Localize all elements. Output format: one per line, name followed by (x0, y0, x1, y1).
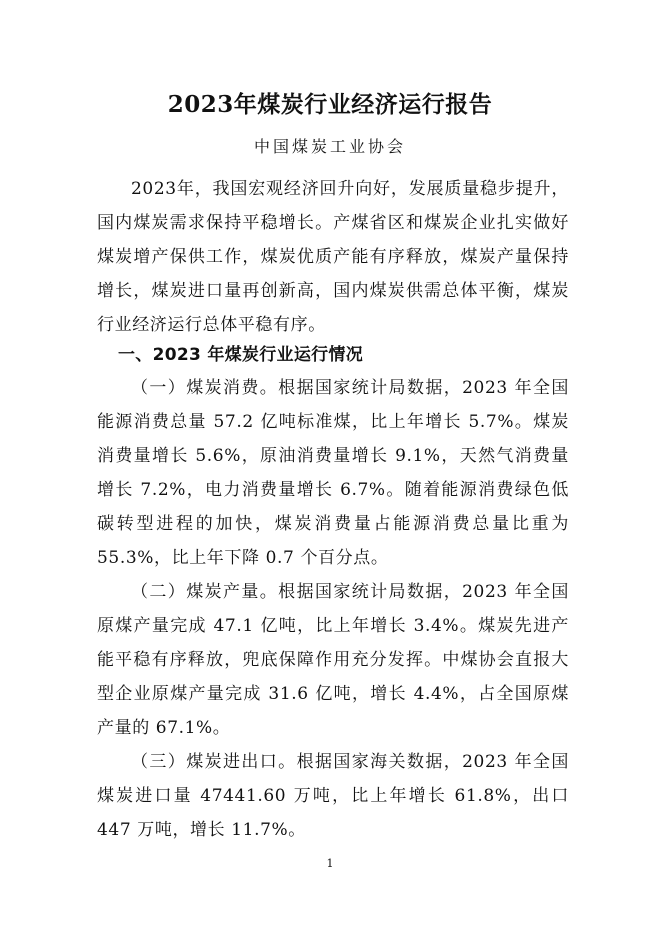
intro-paragraph: 2023年，我国宏观经济回升向好，发展质量稳步提升，国内煤炭需求保持平稳增长。产煤省区和煤炭企业扎实做好煤炭增产保供工作，煤炭优质产能有序释放，煤炭产量保持增长，煤炭进口量再创新高，国内煤炭供需总体平衡，煤炭行业经济运行总体平稳有序。 (97, 179, 569, 335)
document-organization: 中国煤炭工业协会 (253, 137, 406, 156)
document-title: 2023年煤炭行业经济运行报告 (167, 91, 493, 118)
paragraph-coal-import-export: （三）煤炭进出口。根据国家海关数据，2023 年全国煤炭进口量 47441.60 万吨，比上年增长 61.8%，出口 447 万吨，增长 11.7%。 (97, 752, 569, 840)
paragraph-coal-production: （二）煤炭产量。根据国家统计局数据，2023 年全国原煤产量完成 47.1 亿吨，比上年增长 3.4%。煤炭先进产能平稳有序释放，兜底保障作用充分发挥。中煤协会直报大型企业原煤产量完成 31.6 亿吨，增长 4.4%，占全国原煤产量的 67.1%。 (97, 582, 569, 738)
paragraph-coal-consumption: （一）煤炭消费。根据国家统计局数据，2023 年全国能源消费总量 57.2 亿吨标准煤，比上年增长 5.7%。煤炭消费量增长 5.6%，原油消费量增长 9.1%，天然气消费量增长 7.2%，电力消费量增长 6.7%。随着能源消费绿色低碳转型进程的加快，煤炭消费量占能源消费总量比重为 55.3%，比上年下降 0.7 个百分点。 (97, 378, 569, 568)
section-heading: 一、2023 年煤炭行业运行情况 (118, 345, 364, 365)
page-number: 1 (326, 857, 334, 870)
